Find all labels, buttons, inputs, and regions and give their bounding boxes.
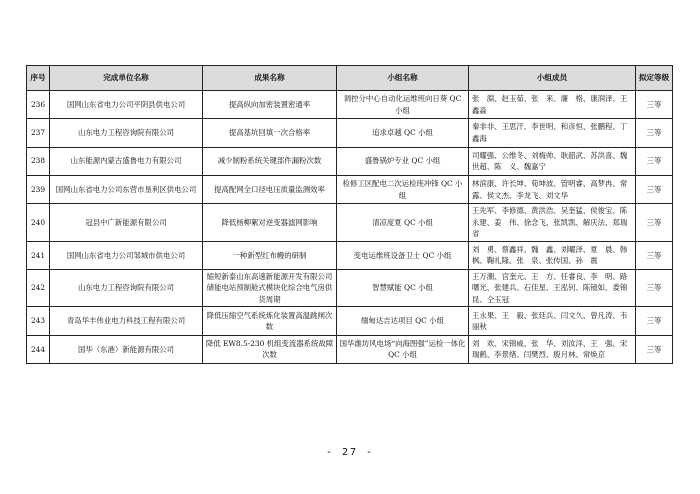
cell-unit: 国网山东省电力公司平阴县供电公司: [50, 91, 203, 119]
cell-no: 244: [27, 335, 50, 363]
cell-result: 降低 EW8.5-230 机组变流器系统故障次数: [203, 335, 337, 363]
cell-group: 国华潍坊风电场“向海图强”运检一体化 QC 小组: [337, 335, 469, 363]
cell-result: 减少制粉系统关键部件漏粉次数: [203, 147, 337, 175]
award-table: [26, 65, 673, 364]
cell-members: 林滨康、许长坤、荀坤波、管明睿、高梦冉、常 露、侯文杰、李龙飞、刘文华: [469, 175, 636, 203]
cell-grade: 三等: [636, 175, 673, 203]
table-row: [27, 269, 673, 307]
cell-grade: 三等: [636, 204, 673, 242]
header-group: 小组名称: [337, 66, 469, 91]
cell-grade: 三等: [636, 307, 673, 335]
table-row: [27, 204, 673, 242]
cell-unit: 青岛华丰伟业电力科技工程有限公司: [50, 307, 203, 335]
cell-grade: 三等: [636, 241, 673, 269]
cell-unit: 山东电力工程咨询院有限公司: [50, 269, 203, 307]
cell-group: 盛鲁锅炉专业 QC 小组: [337, 147, 469, 175]
cell-group: 变电运维班设备卫士 QC 小组: [337, 241, 469, 269]
cell-group: 清凉度夏 QC 小组: [337, 204, 469, 242]
cell-members: 王永果、王 毅、张廷兵、闫文久、曾凡涛、韦丽秋: [469, 307, 636, 335]
table-row: [27, 119, 673, 147]
cell-group: 缅甸达吉达项目 QC 小组: [337, 307, 469, 335]
cell-no: 240: [27, 204, 50, 242]
cell-result: 提高基坑回填一次合格率: [203, 119, 337, 147]
cell-grade: 三等: [636, 147, 673, 175]
cell-result: 一种新型红布幔的研制: [203, 241, 337, 269]
cell-members: 司耀强、公维冬、刘梅帅、耿韶武、苏洪喜、魏世超、陈 义、魏嘉宁: [469, 147, 636, 175]
page-number: - 27 -: [325, 447, 375, 458]
cell-grade: 三等: [636, 91, 673, 119]
cell-no: 238: [27, 147, 50, 175]
cell-no: 242: [27, 269, 50, 307]
header-result: 成果名称: [203, 66, 337, 91]
cell-no: 237: [27, 119, 50, 147]
table-header-row: [27, 66, 673, 91]
cell-group: 智慧赋能 QC 小组: [337, 269, 469, 307]
cell-members: 秦非非、王思汗、李世明、和彦恒、张鹏程、丁鑫海: [469, 119, 636, 147]
cell-result: 提高配网全口径电压质量监测效率: [203, 175, 337, 203]
award-table-container: [26, 65, 672, 364]
cell-no: 241: [27, 241, 50, 269]
cell-group: 调控分中心自动化运维班向日葵 QC 小组: [337, 91, 469, 119]
cell-unit: 国网山东省电力公司东营市垦利区供电公司: [50, 175, 203, 203]
cell-grade: 三等: [636, 335, 673, 363]
cell-members: 刘 欢、宋锦威、张 华、刘汝洋、王 强、宋瑞鹤、李景绪、闫樊烈、殷月林、常焕京: [469, 335, 636, 363]
table-row: [27, 175, 673, 203]
cell-unit: 国网山东省电力公司邹城市供电公司: [50, 241, 203, 269]
cell-result: 提高纵向加密装置密通率: [203, 91, 337, 119]
cell-grade: 三等: [636, 269, 673, 307]
cell-members: 王先军、李修德、黄洪浩、吴奎猛、侯俊宝、陈永建、姜 伟、徐念飞、张凯凯、解庆法、郑瑞省: [469, 204, 636, 242]
cell-unit: 山东能源内蒙古盛鲁电力有限公司: [50, 147, 203, 175]
cell-group: 检修工区配电二次运检班冲锋 QC 小组: [337, 175, 469, 203]
header-unit: 完成单位名称: [50, 66, 203, 91]
cell-members: 刘 勇、蔡鑫祥、魏 鑫、刘曜泽、夏 晨、韩 枫、鞠礼隆、张 泉、张传国、孙 震: [469, 241, 636, 269]
cell-no: 243: [27, 307, 50, 335]
cell-result: 缩短新泰山东高速新能源开发有限公司储能电站预制舱式模块化综合电气房供货周期: [203, 269, 337, 307]
table-row: [27, 335, 673, 363]
cell-group: 追求卓越 QC 小组: [337, 119, 469, 147]
cell-no: 236: [27, 91, 50, 119]
cell-no: 239: [27, 175, 50, 203]
cell-unit: 冠县中广新能源有限公司: [50, 204, 203, 242]
cell-result: 降低杨柳絮对逆变器滤网影响: [203, 204, 337, 242]
header-grade: 拟定等级: [636, 66, 673, 91]
cell-unit: 国华（东港）新能源有限公司: [50, 335, 203, 363]
table-row: [27, 91, 673, 119]
table-row: [27, 307, 673, 335]
cell-unit: 山东电力工程咨询院有限公司: [50, 119, 203, 147]
header-members: 小组成员: [469, 66, 636, 91]
cell-grade: 三等: [636, 119, 673, 147]
header-no: 序号: [27, 66, 50, 91]
cell-members: 张 淵、赵玉茹、张 来、廉 格、康润泽、王鑫淼: [469, 91, 636, 119]
table-row: [27, 241, 673, 269]
table-row: [27, 147, 673, 175]
cell-result: 降低压缩空气系统炼化装置高温跳闸次数: [203, 307, 337, 335]
cell-members: 王万潮、宫奎元、王 方、任睿良、李 明、路曙光、张建兵、石佳星、王泓钊、陈镜如、娄锦昆、仝玉冠: [469, 269, 636, 307]
